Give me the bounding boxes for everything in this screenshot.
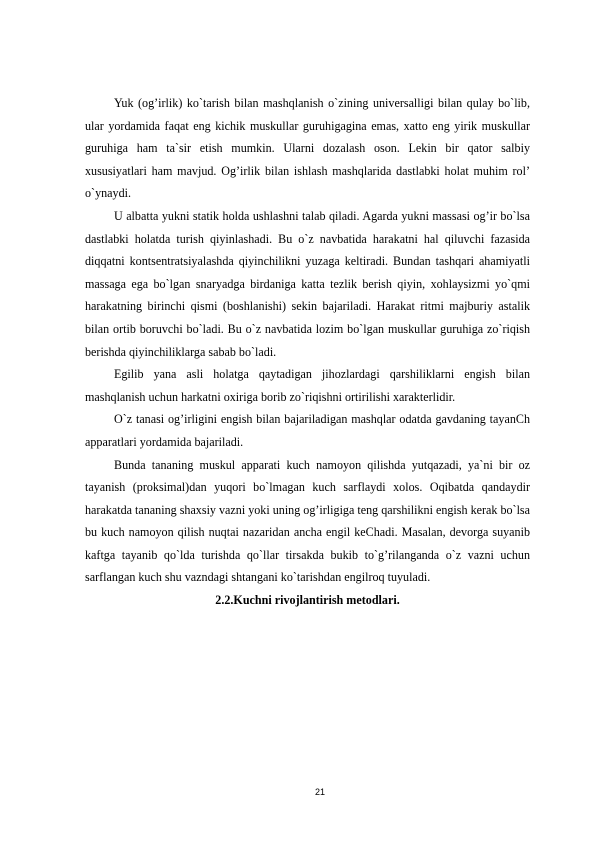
paragraph-static-hold: U albatta yukni statik holda ushlashni talab qiladi. Agarda yukni massasi og’ir bo`lsa dastlabki holatda turish qiyinlashadi. Bu o`z navbatida harakatni hal qiluvchi fazasida diqqatni kontsentratsiyalashda qiyinchilikni yuzaga keltiradi. Bundan tashqari ahamiyatli massaga ega bo`lgan snaryadga birdaniga katta tezlik berish qiyin, xohlaysizmi yo`qmi harakatning birinchi qismi (boshlanishi) sekin bajariladi. Harakat ritmi majburiy astalik bilan ortib boruvchi bo`ladi. Bu o`z navbatida lozim bo`lgan muskullar guruhiga zo`riqish berishda qiyinchiliklarga sabab bo`ladi. bbox=[85, 208, 530, 359]
paragraph-elastic-resistance: Egilib yana asli holatga qaytadigan jihozlardagi qarshiliklarni engish bilan mashqlanish uchun harkatni oxiriga borib zo`riqishni ortirilishi xarakterlidir. bbox=[85, 367, 530, 404]
paragraph-muscle-apparatus: Bunda tananing muskul apparati kuch namoyon qilishda yutqazadi, ya`ni bir oz tayanish (proksimal)dan yuqori bo`lmagan kuch sarflaydi xolos. Oqibatda qandaydir harakatda tananing shaxsiy vazni yoki uning og’irligiga teng qarshilikni engish kerak bo`lsa bu kuch namoyon qilish nuqtai nazaridan ancha engil keChadi. Masalan, devorga suyanib kaftga tayanib qo`lda turishda qo`llar tirsakda bukib to`g’rilanganda o`z vazni uchun sarflangan kuch shu vazndagi shtangani ko`tarishdan engilroq tuyuladi. bbox=[85, 457, 531, 585]
paragraph-body-weight: O`z tanasi og’irligini engish bilan bajariladigan mashqlar odatda gavdaning tayanCh apparatlari yordamida bajariladi. bbox=[85, 412, 530, 449]
paragraph-weight-training: Yuk (og’irlik) ko`tarish bilan mashqlanish o`zining universalligi bilan qulay bo`lib, ular yordamida faqat eng kichik muskullar guruhigagina emas, xatto eng yirik muskullar guruhiga ham ta`sir etish mumkin. Ularni dozalash oson. Lekin bir qator salbiy xususiyatlari ham mavjud. Og’irlik bilan ishlash mashqlarida dastlabki holat muhim rol’ o`ynaydi. bbox=[85, 96, 530, 201]
page-number: 21 bbox=[314, 787, 325, 797]
section-heading: 2.2.Kuchni rivojlantirish metodlari. bbox=[215, 593, 400, 608]
document-body bbox=[85, 92, 530, 612]
